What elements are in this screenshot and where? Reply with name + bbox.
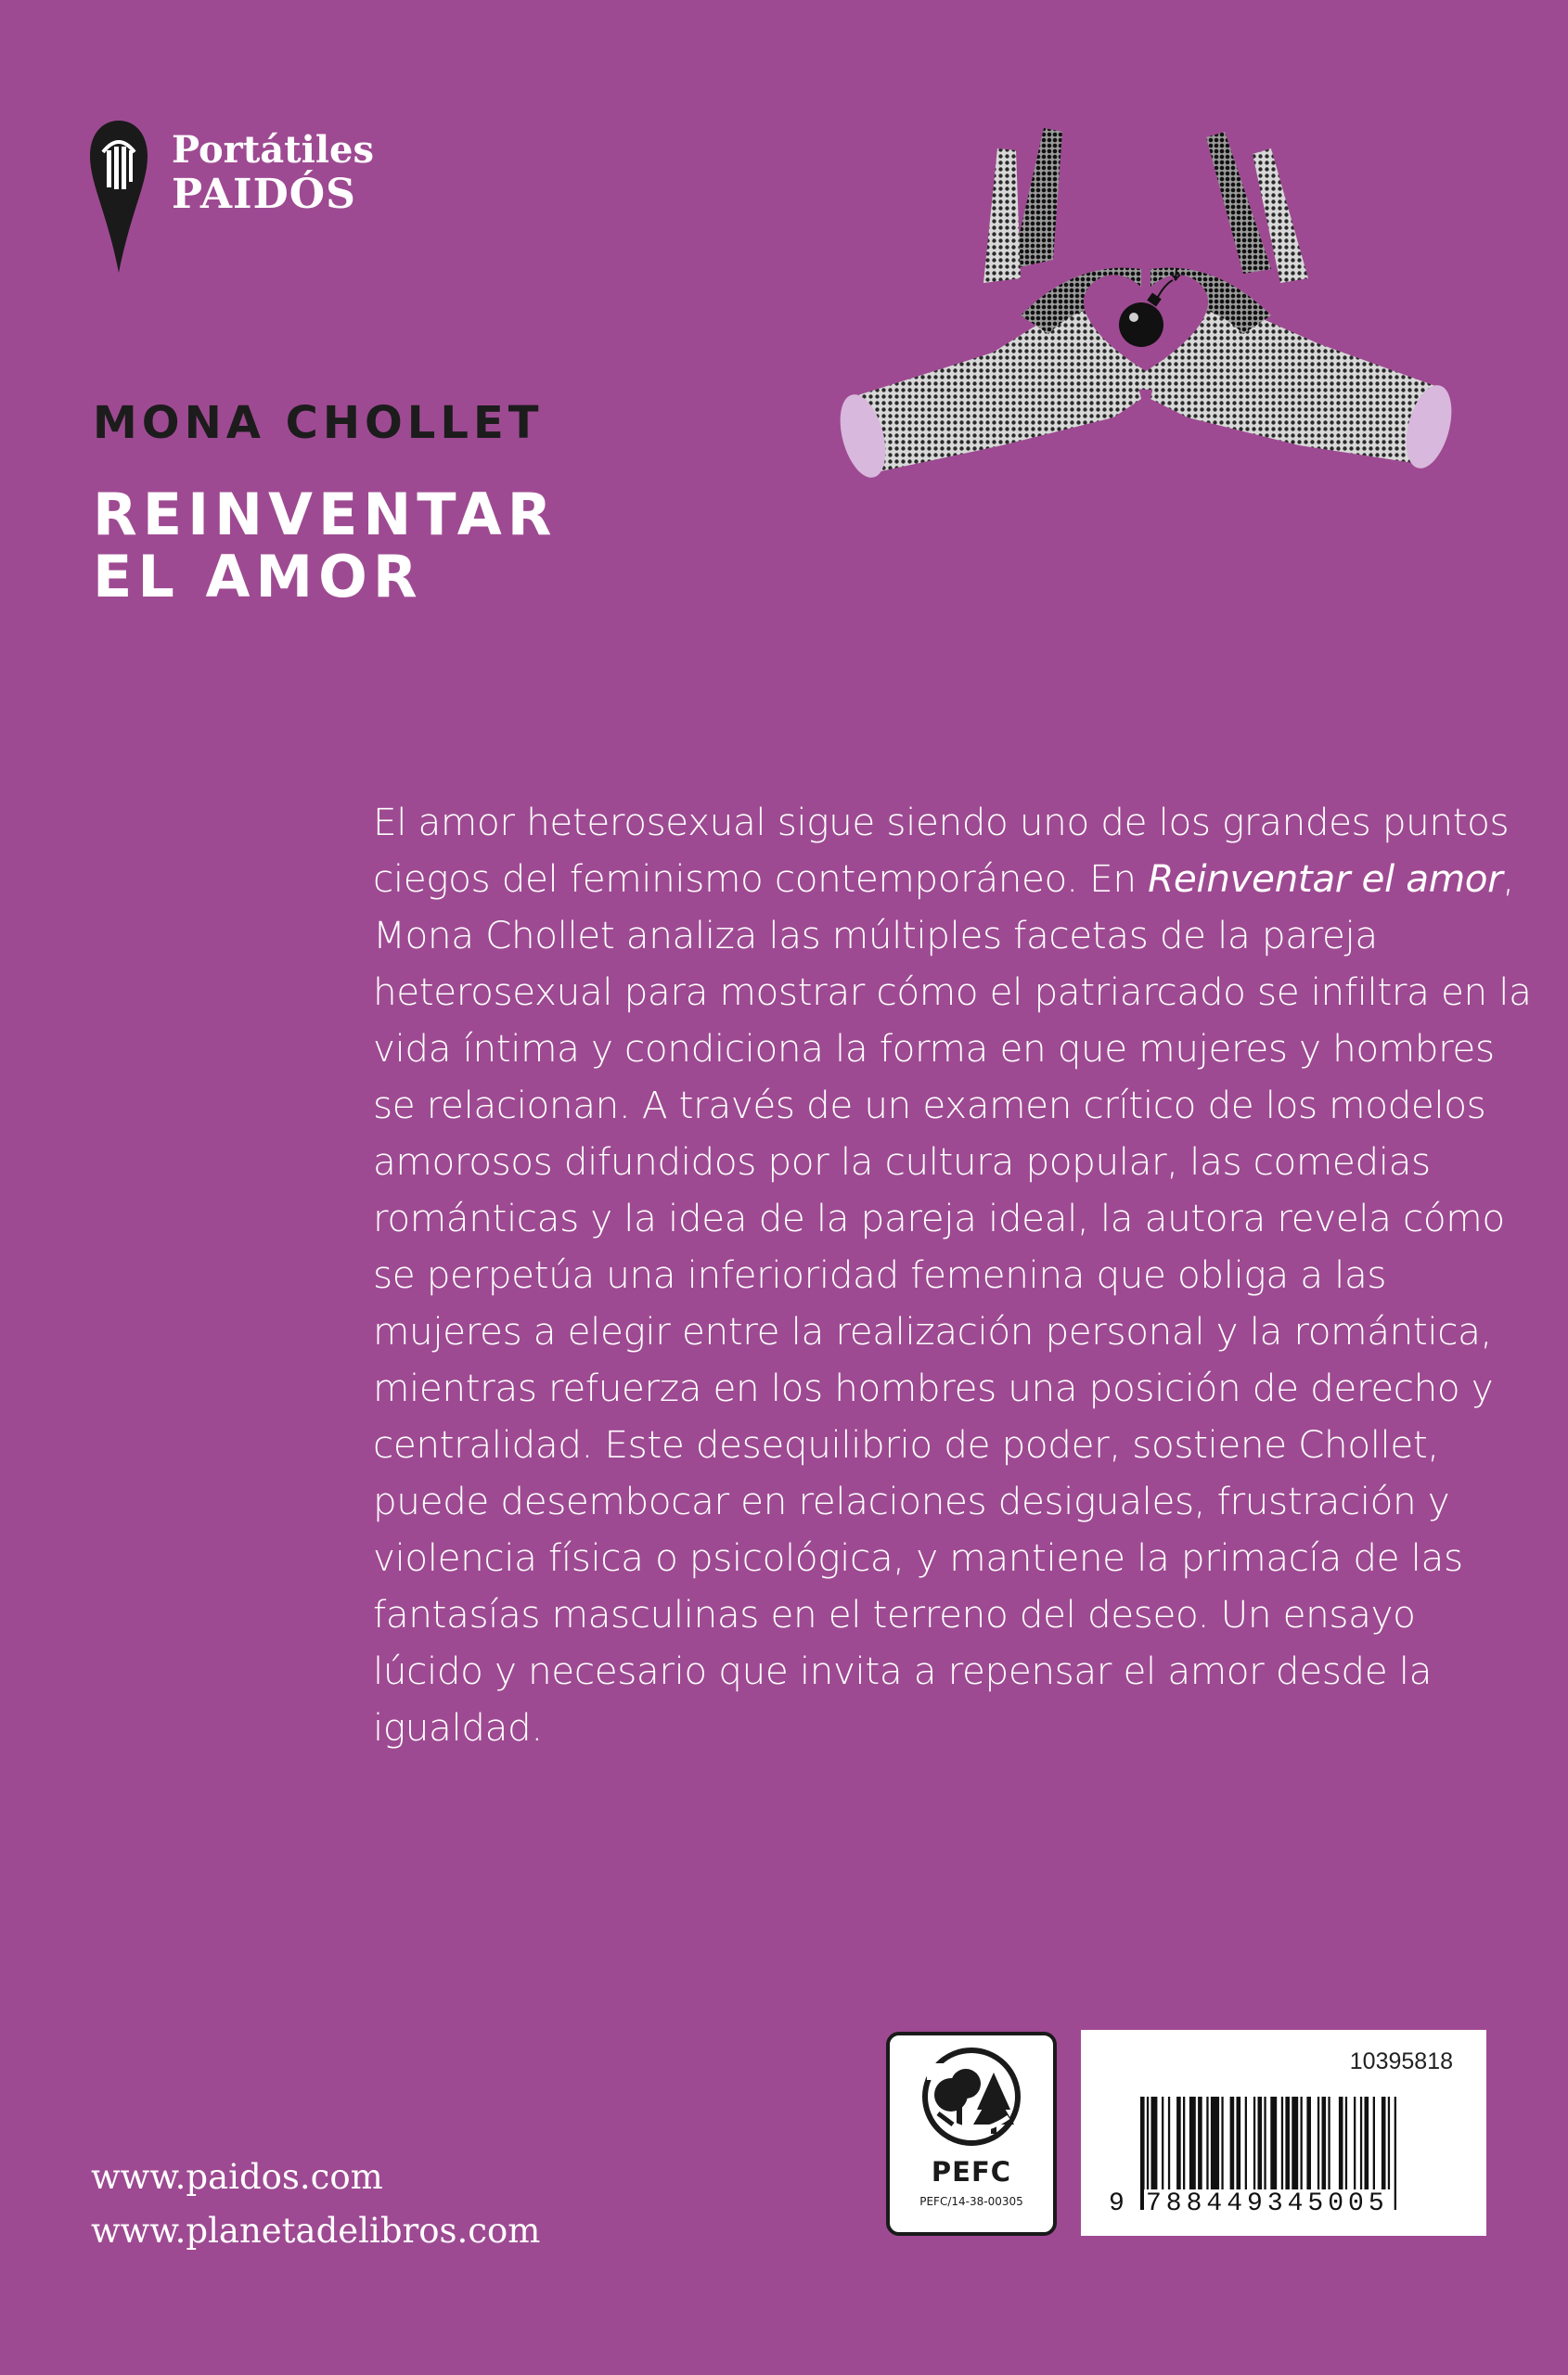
series-name: Portátiles: [172, 128, 374, 172]
website-link[interactable]: www.paidos.com: [91, 2157, 383, 2197]
barcode-bar: [1382, 2097, 1386, 2189]
barcode-bar: [1245, 2097, 1247, 2189]
barcode-bar: [1198, 2097, 1202, 2189]
blurb-intro: El amor heterosexual sigue siendo uno de los grandes puntos ciegos del feminismo contemporáneo. En: [373, 800, 1510, 901]
isbn-digits: 788449345005: [1146, 2189, 1389, 2218]
barcode-bar: [1285, 2097, 1290, 2189]
barcode-bar: [1168, 2097, 1170, 2189]
barcode-bar: [1328, 2097, 1330, 2189]
barcode-bar: [1354, 2097, 1356, 2189]
barcode-bar: [1345, 2097, 1347, 2189]
barcode-bar: [1237, 2097, 1241, 2189]
barcode-bar: [1264, 2097, 1266, 2189]
barcode-bar: [1221, 2097, 1223, 2189]
pefc-code: PEFC/14-38-00305: [919, 2195, 1023, 2208]
publisher-logo: [88, 119, 374, 275]
pefc-label: PEFC: [931, 2156, 1012, 2188]
barcode-bar: [1189, 2097, 1196, 2189]
blurb-italic-title: Reinventar el amor: [1148, 856, 1503, 901]
barcode-bar: [1373, 2097, 1375, 2189]
barcode-bar: [1206, 2097, 1208, 2189]
isbn-barcode: [1081, 2030, 1486, 2236]
publisher-websites: [91, 2150, 540, 2258]
book-title-line1: REINVENTAR: [93, 481, 558, 548]
barcode-bar: [1253, 2097, 1255, 2189]
barcode-bar: [1176, 2097, 1181, 2189]
blurb-body: , Mona Chollet analiza las múltiples facetas de la pareja heterosexual para mostrar cómo el patriarcado se infiltra en la vida íntima y condiciona la forma en que mujeres y hombres se relacionan. A través de un examen crítico de los modelos amorosos difundidos por la cultura popular, las comedias románticas y la idea de la pareja ideal, la autora revela cómo se perpetúa una inferioridad femenina que obliga a las mujeres a elegir entre la realización personal y la romántica, mientras refuerza en los hombres una posición de derecho y centralidad. Este desequilibrio de poder, sostiene Chollet, puede desembocar en relaciones desiguales, frustración y violencia física o psicológica, y mantiene la primacía de las fantasías masculinas en el terreno del deseo. Un ensayo lúcido y necesario que invita a repensar el amor desde la igualdad.: [373, 856, 1532, 1750]
back-cover-blurb: [373, 794, 1533, 1756]
barcode-bar: [1339, 2097, 1343, 2189]
barcode-bar: [1394, 2097, 1396, 2210]
barcode-bar: [1162, 2097, 1163, 2189]
barcode-bar: [1365, 2097, 1369, 2189]
barcode-bar: [1388, 2097, 1390, 2189]
book-title: [93, 481, 558, 610]
pefc-trees-icon: [890, 2035, 1053, 2156]
product-code: 10395818: [1349, 2048, 1453, 2074]
barcode-bar: [1301, 2097, 1303, 2189]
author-name: MONA CHOLLET: [93, 397, 544, 449]
barcode-bar: [1360, 2097, 1362, 2189]
pefc-certification-badge: [886, 2032, 1057, 2236]
barcode-bar: [1151, 2097, 1158, 2189]
barcode-bar: [1183, 2097, 1185, 2189]
barcode-bar: [1230, 2097, 1235, 2189]
barcode-bar: [1317, 2097, 1319, 2189]
book-title-line2: EL AMOR: [93, 542, 423, 610]
heart-hands-bomb-icon: [835, 121, 1457, 492]
isbn-first-digit: 9: [1109, 2189, 1125, 2218]
barcode-bar: [1292, 2097, 1298, 2189]
barcode-bar: [1258, 2097, 1263, 2189]
barcode-bar: [1306, 2097, 1311, 2189]
website-link[interactable]: www.planetadelibros.com: [91, 2211, 541, 2251]
barcode-bar: [1322, 2097, 1327, 2189]
imprint-name: PAIDÓS: [172, 170, 356, 218]
paidos-pin-icon: [88, 119, 149, 275]
barcode-bar: [1281, 2097, 1283, 2189]
barcode-bar: [1211, 2097, 1219, 2189]
